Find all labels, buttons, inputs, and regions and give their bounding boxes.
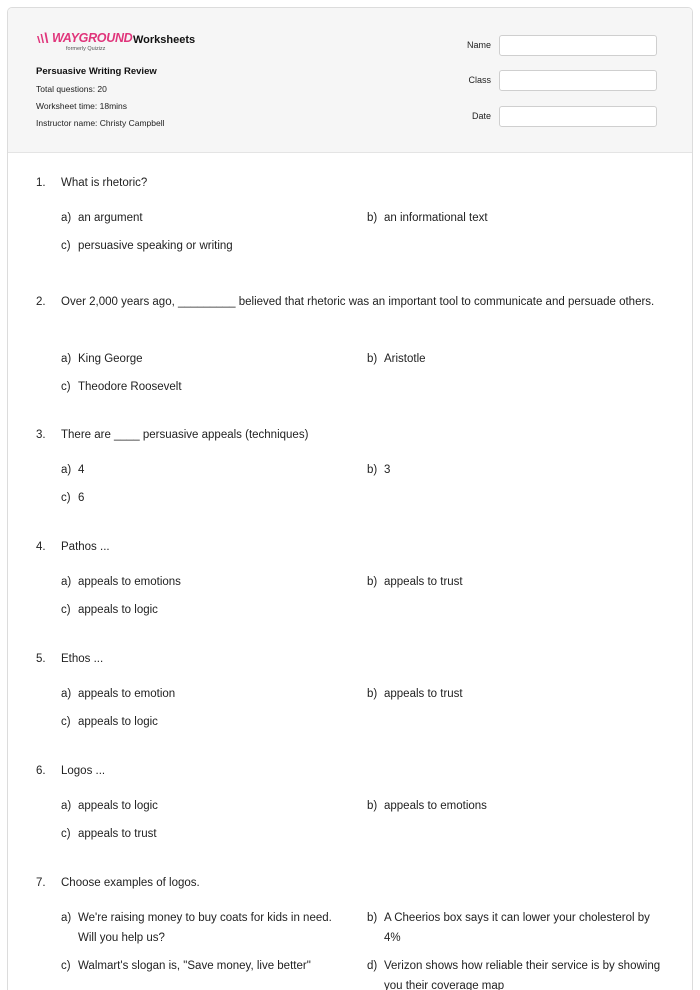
option-letter: b) [367, 576, 378, 588]
option-text: 4 [78, 464, 85, 476]
option-letter: a) [61, 800, 72, 812]
question-number: 7. [36, 877, 46, 889]
option-text: appeals to trust [78, 828, 157, 840]
option-text: Aristotle [384, 353, 426, 365]
option-text: appeals to logic [78, 800, 158, 812]
question-text: Ethos ... [61, 653, 104, 665]
worksheet-title: Persuasive Writing Review [36, 66, 157, 77]
name-field[interactable] [499, 35, 657, 56]
option-letter: b) [367, 353, 378, 365]
answer-option-b[interactable] [367, 208, 667, 228]
app-title: Worksheets [133, 34, 196, 46]
logo-mark-icon [36, 32, 52, 44]
option-letter: c) [61, 492, 71, 504]
date-field[interactable] [499, 106, 657, 127]
question-text: Logos ... [61, 765, 106, 777]
date-field-row [448, 105, 665, 127]
question-number: 2. [36, 296, 46, 308]
question-text: Over 2,000 years ago, _________ believed that rhetoric was an important tool to communicate and persuade others. [61, 296, 655, 308]
option-text: appeals to logic [78, 716, 158, 728]
total-questions: Total questions: 20 [36, 84, 107, 94]
answer-option-b[interactable] [367, 460, 667, 480]
option-text: an argument [78, 212, 143, 224]
answer-option-c[interactable] [61, 236, 351, 256]
answer-option-b[interactable] [367, 684, 667, 704]
worksheet-header [8, 8, 692, 153]
question-number: 6. [36, 765, 46, 777]
answer-option-b[interactable] [367, 349, 667, 369]
option-letter: a) [61, 353, 72, 365]
question-stem [36, 649, 656, 670]
name-field-row [448, 34, 665, 56]
option-letter: d) [367, 960, 378, 972]
option-text: Verizon shows how reliable their service is by showing you their coverage map [384, 960, 661, 990]
date-label: Date [471, 111, 491, 121]
option-letter: a) [61, 576, 72, 588]
option-letter: b) [367, 912, 378, 924]
worksheet [7, 7, 693, 990]
answer-option-b[interactable] [367, 796, 667, 816]
answer-option-b[interactable] [367, 572, 667, 592]
option-letter: c) [61, 960, 71, 972]
answer-option-c[interactable] [61, 956, 351, 976]
option-letter: b) [367, 464, 378, 476]
class-field-row [448, 69, 665, 91]
option-letter: c) [61, 381, 71, 393]
option-letter: c) [61, 828, 71, 840]
option-text: King George [78, 353, 143, 365]
question-stem [36, 537, 656, 558]
answer-option-a[interactable] [61, 796, 351, 816]
option-text: appeals to trust [384, 688, 463, 700]
option-text: 6 [78, 492, 85, 504]
option-text: appeals to emotions [384, 800, 487, 812]
logo-subtitle: formerly Quizizz [66, 46, 106, 52]
worksheet-meta [36, 66, 165, 129]
option-letter: b) [367, 688, 378, 700]
option-text: appeals to emotions [78, 576, 181, 588]
option-text: We're raising money to buy coats for kids in need. Will you help us? [78, 912, 332, 944]
wayground-logo [36, 31, 133, 54]
answer-option-a[interactable] [61, 460, 351, 480]
question-number: 4. [36, 541, 46, 553]
answer-option-a[interactable] [61, 349, 351, 369]
answer-option-a[interactable] [61, 572, 351, 592]
question-text: Pathos ... [61, 541, 110, 553]
question-text: Choose examples of logos. [61, 877, 200, 889]
question-stem [36, 173, 656, 194]
option-text: A Cheerios box says it can lower your cholesterol by 4% [384, 912, 650, 944]
instructor-name: Instructor name: Christy Campbell [36, 118, 165, 128]
worksheet-time: Worksheet time: 18mins [36, 101, 128, 111]
option-text: an informational text [384, 212, 488, 224]
answer-option-b[interactable] [367, 908, 667, 948]
answer-option-c[interactable] [61, 377, 351, 397]
option-letter: a) [61, 912, 72, 924]
question-stem [36, 873, 656, 894]
option-letter: c) [61, 240, 71, 252]
answer-option-d[interactable] [367, 956, 667, 990]
option-letter: b) [367, 800, 378, 812]
option-letter: a) [61, 212, 72, 224]
answer-option-c[interactable] [61, 824, 351, 844]
brand [36, 32, 195, 54]
logo-wordmark: WAYGROUND [52, 31, 133, 45]
question-stem [36, 425, 656, 446]
answer-option-a[interactable] [61, 208, 351, 228]
option-letter: a) [61, 688, 72, 700]
answer-option-c[interactable] [61, 488, 351, 508]
question-number: 3. [36, 429, 46, 441]
question-text: There are ____ persuasive appeals (techniques) [61, 429, 309, 441]
option-text: Theodore Roosevelt [78, 381, 182, 393]
class-label: Class [468, 75, 491, 85]
option-letter: b) [367, 212, 378, 224]
option-letter: a) [61, 464, 72, 476]
option-text: 3 [384, 464, 391, 476]
name-label: Name [466, 40, 491, 50]
question-text: What is rhetoric? [61, 177, 148, 189]
question-number: 5. [36, 653, 46, 665]
answer-option-a[interactable] [61, 684, 351, 704]
option-text: appeals to trust [384, 576, 463, 588]
answer-option-a[interactable] [61, 908, 351, 948]
option-text: persuasive speaking or writing [78, 240, 233, 252]
class-field[interactable] [499, 70, 657, 91]
option-text: appeals to logic [78, 604, 158, 616]
answer-option-c[interactable] [61, 712, 351, 732]
option-letter: c) [61, 604, 71, 616]
question-number: 1. [36, 177, 46, 189]
option-text: appeals to emotion [78, 688, 176, 700]
question-stem [36, 761, 656, 782]
answer-option-c[interactable] [61, 600, 351, 620]
question-stem [36, 292, 656, 313]
option-letter: c) [61, 716, 71, 728]
option-text: Walmart's slogan is, "Save money, live better" [78, 960, 311, 972]
